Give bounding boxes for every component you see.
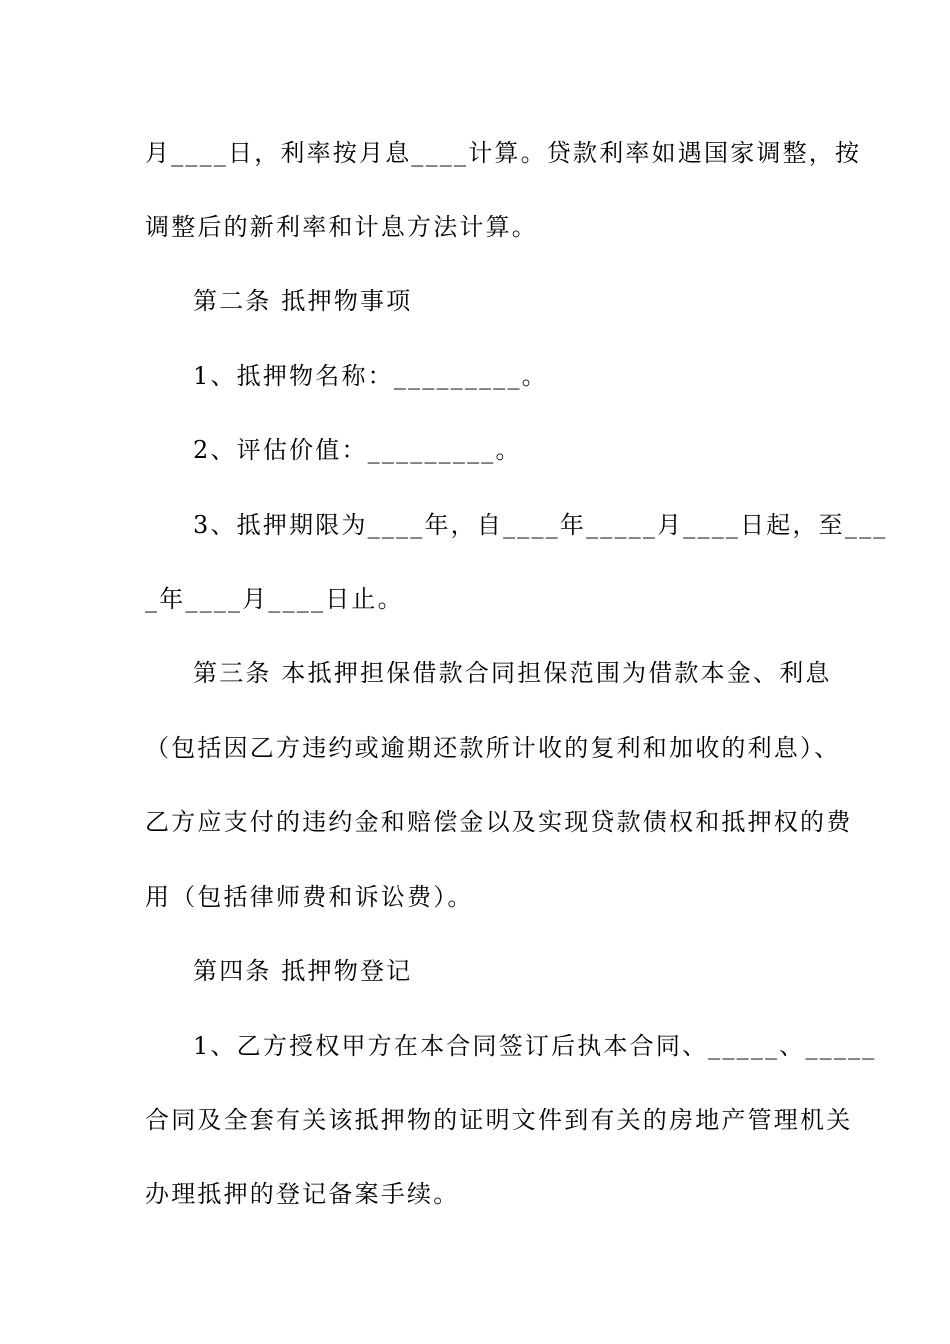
paragraph-line: 办理抵押的登记备案手续。 bbox=[145, 1180, 460, 1208]
article-3-text: 第三条 本抵押担保借款合同担保范围为借款本金、利息 bbox=[193, 659, 832, 687]
paragraph-line: 调整后的新利率和计息方法计算。 bbox=[145, 213, 538, 241]
paragraph-line: _年____月____日止。 bbox=[145, 585, 404, 613]
paragraph-line: （包括因乙方违约或逾期还款所计收的复利和加收的利息）、 bbox=[145, 734, 841, 762]
article-4-heading: 第四条 抵押物登记 bbox=[193, 957, 413, 985]
item-1-registration: 1、乙方授权甲方在本合同签订后执本合同、_____、_____ bbox=[193, 1032, 877, 1060]
paragraph-line: 月____日，利率按月息____计算。贷款利率如遇国家调整，按 bbox=[145, 139, 862, 167]
paragraph-line: 用（包括律师费和诉讼费）。 bbox=[145, 883, 474, 911]
article-2-heading: 第二条 抵押物事项 bbox=[193, 287, 413, 315]
item-1-collateral-name: 1、抵押物名称：_________。 bbox=[193, 362, 548, 390]
item-3-mortgage-term: 3、抵押期限为____年，自____年_____月____日起，至___ bbox=[193, 511, 888, 539]
paragraph-line: 合同及全套有关该抵押物的证明文件到有关的房地产管理机关 bbox=[145, 1106, 853, 1134]
paragraph-line: 乙方应支付的违约金和赔偿金以及实现贷款债权和抵押权的费 bbox=[145, 808, 853, 836]
item-2-appraised-value: 2、评估价值：_________。 bbox=[193, 436, 522, 464]
